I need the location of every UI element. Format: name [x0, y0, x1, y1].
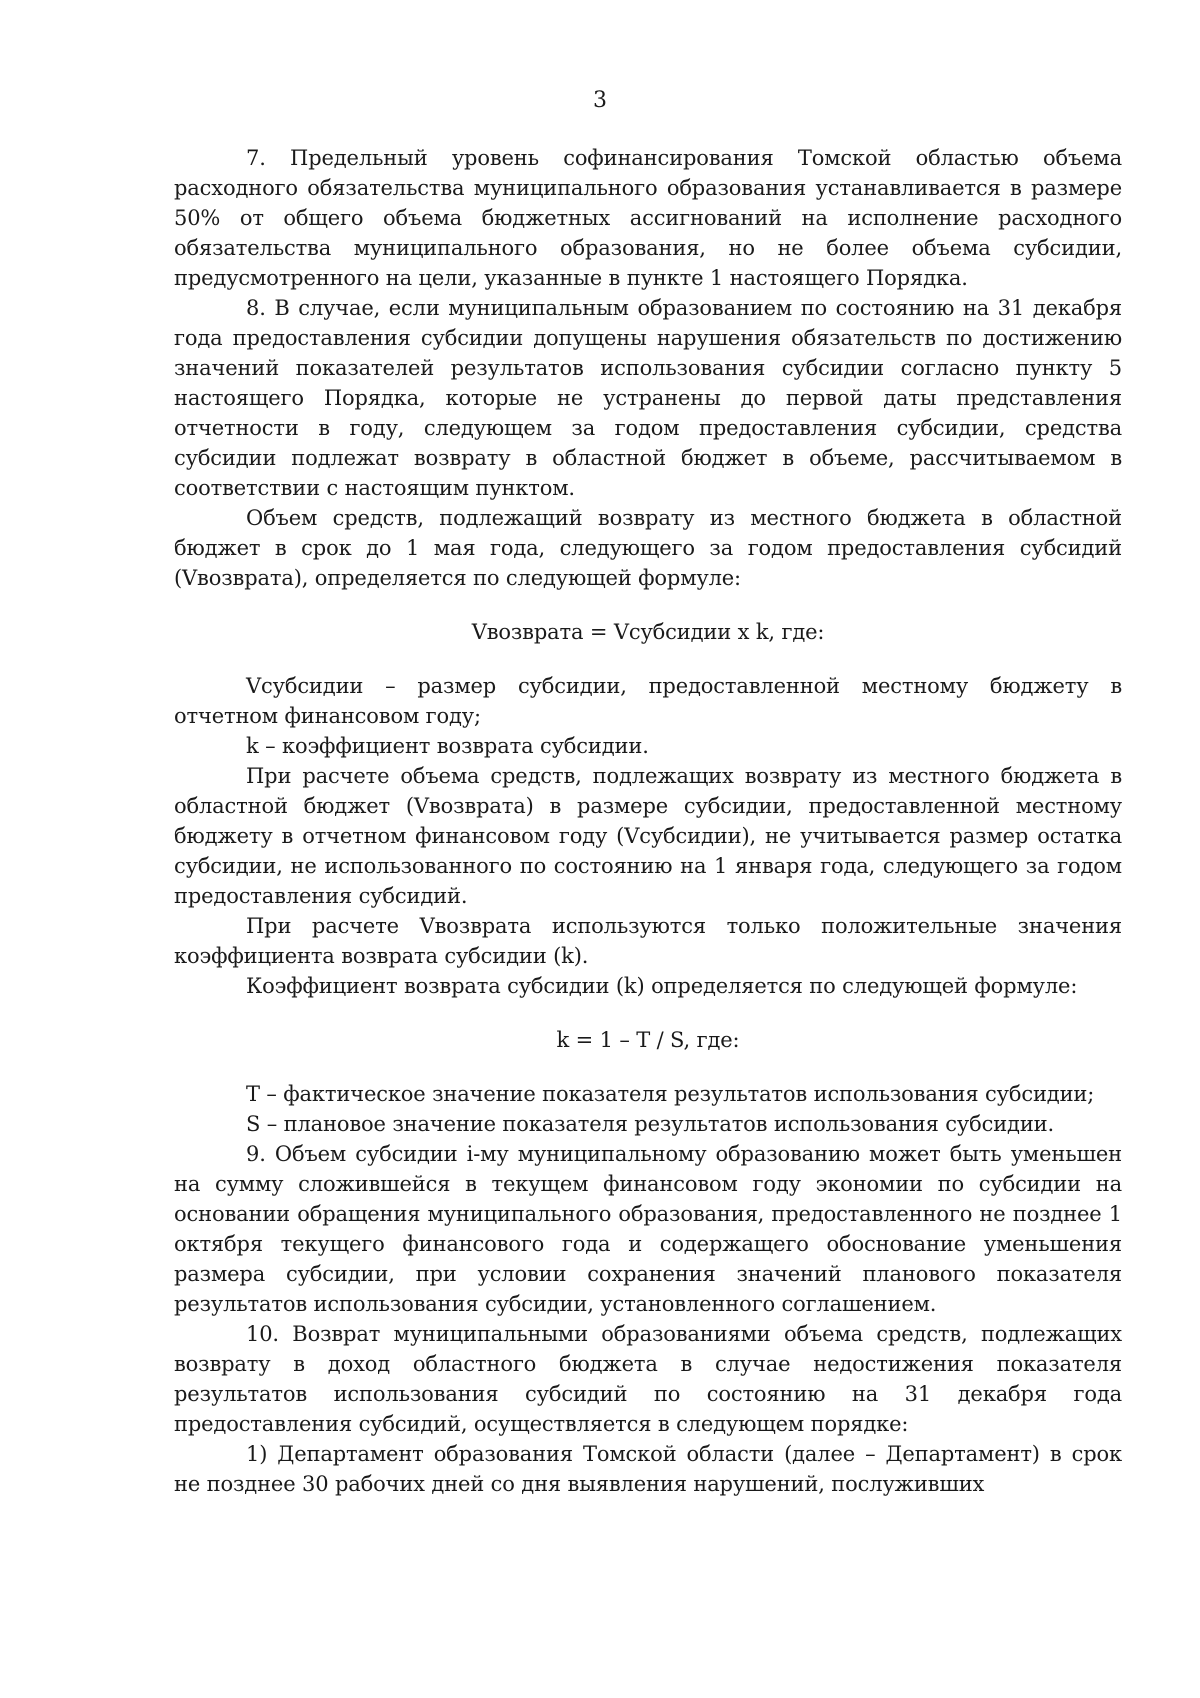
definition-t: T – фактическое значение показателя результатов использования субсидии; [246, 1082, 1095, 1106]
paragraph-8-positive-values: При расчете Vвозврата используются только положительные значения коэффициента возврата субсидии (k). [174, 914, 1122, 968]
paragraph-8-coefficient: Коэффициент возврата субсидии (k) определяется по следующей формуле: [246, 974, 1078, 998]
definition-k: k – коэффициент возврата субсидии. [246, 734, 649, 758]
paragraph-8: 8. В случае, если муниципальным образованием по состоянию на 31 декабря года предоставления субсидии допущены нарушения обязательств по достижению значений показателей результатов использования субсидии согласно пункту 5 настоящего Порядка, которые не устранены до первой даты представления отчетности в году, следующем за годом предоставления субсидии, средства субсидии подлежат возврату в областной бюджет в объеме, рассчитываемом в соответствии с настоящим пунктом. [174, 296, 1122, 500]
definition-vsubsidy: Vсубсидии – размер субсидии, предоставленной местному бюджету в отчетном финансовом году; [174, 674, 1122, 728]
paragraph-10-item-1: 1) Департамент образования Томской области (далее – Департамент) в срок не позднее 30 рабочих дней со дня выявления нарушений, послуживших [174, 1442, 1122, 1496]
formula-return-volume: Vвозврата = Vсубсидии x k, где: [471, 620, 825, 644]
paragraph-8-volume: Объем средств, подлежащий возврату из местного бюджета в областной бюджет в срок до 1 мая года, следующего за годом предоставления субсидий (Vвозврата), определяется по следующей формуле: [174, 506, 1122, 590]
paragraph-9: 9. Объем субсидии i-му муниципальному образованию может быть уменьшен на сумму сложившейся в текущем финансовом году экономии по субсидии на основании обращения муниципального образования, предоставленного не позднее 1 октября текущего финансового года и содержащего обоснование уменьшения размера субсидии, при условии сохранения значений планового показателя результатов использования субсидии, установленного соглашением. [174, 1142, 1122, 1316]
formula-coefficient: k = 1 – T / S, где: [556, 1028, 740, 1052]
paragraph-8-calculation: При расчете объема средств, подлежащих возврату из местного бюджета в областной бюджет (Vвозврата) в размере субсидии, предоставленной местному бюджету в отчетном финансовом году (Vсубсидии), не учитывается размер остатка субсидии, не использованного по состоянию на 1 января года, следующего за годом предоставления субсидий. [174, 764, 1122, 908]
page-number: 3 [593, 88, 607, 113]
definition-s: S – плановое значение показателя результатов использования субсидии. [246, 1112, 1055, 1136]
paragraph-10: 10. Возврат муниципальными образованиями объема средств, подлежащих возврату в доход областного бюджета в случае недостижения показателя результатов использования субсидий по состоянию на 31 декабря года предоставления субсидий, осуществляется в следующем порядке: [174, 1322, 1122, 1436]
paragraph-7: 7. Предельный уровень софинансирования Томской областью объема расходного обязательства муниципального образования устанавливается в размере 50% от общего объема бюджетных ассигнований на исполнение расходного обязательства муниципального образования, но не более объема субсидии, предусмотренного на цели, указанные в пункте 1 настоящего Порядка. [174, 146, 1122, 290]
document-body [174, 143, 1122, 1499]
